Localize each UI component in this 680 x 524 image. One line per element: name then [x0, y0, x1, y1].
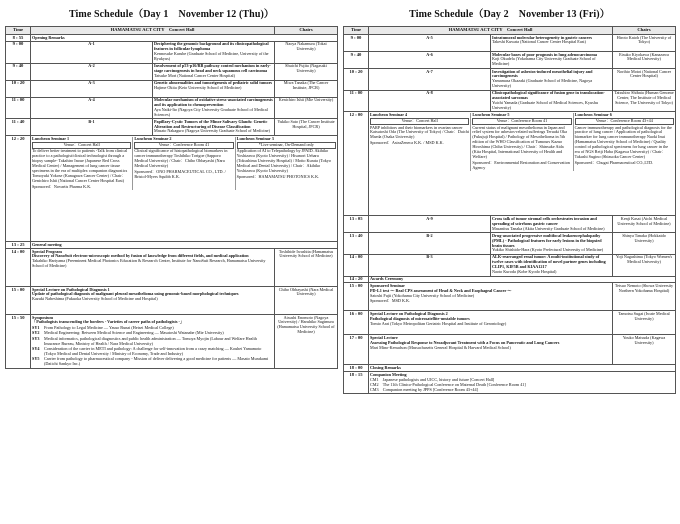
row-content [491, 35, 613, 52]
lunch-time: 12 : 20 [6, 136, 31, 242]
row-content [153, 41, 275, 63]
schedule-row [6, 41, 338, 63]
row-content [491, 69, 613, 91]
day1-table [5, 26, 338, 369]
row-authors: Yukiko Shishido-Hara (Kyoto Prefectural University of Medicine) [492, 247, 604, 253]
row-chair: Kenichiro Ishii (Mie University) [275, 97, 338, 119]
row-authors: Aya Naiki-Ito (Nagoya City University Graduate School of Medical Sciences) [154, 106, 268, 117]
row-code: B-3 [369, 254, 491, 276]
row-chair: Hiroto Katoh (The University of Tokyo) [613, 35, 676, 52]
seminar-sponsor: Sponsored：Environmental Restoration and Conservation Agency [472, 159, 570, 170]
special-lecture-row: 17 : 00 Special Lecture Assessing Pathological Response to Neoadjuvant Treatment with a Focus on Pancreatic and Lung Cancers Mari Mino-Kenudson (Massachusetts General Hospital & Harvard Medical School) Youko Matsuda (Kagawa University) [344, 335, 676, 365]
row-time: 11 : 40 [6, 119, 31, 136]
lunch-row [6, 136, 338, 242]
row-content [491, 254, 613, 276]
row-chair: Tatsuhiro Shibata (Human Genome Center, The Institute of Medical Science, The University of Tokyo) [613, 90, 676, 112]
seminar-body: PARP inhibitors and their biomarkers in ovarian cancer Katsutoshi Oda (The University of Tokyo) / Chair：Daichi Maeda (Osaka University) [370, 124, 470, 140]
seminar-body: Current status of malignant mesothelioma in Japan and relief system for asbestos-related sufferings Teruaki Oka (Fukujuji Hospital) / Pathology of Mesothelioma in 5th edition of the WHO Classification of Tumours Kazuo Hiroshima (Chiba University) / Chair：Shinsuke Aida (Kita Hospital, International University of Health and Welfare) [472, 124, 567, 159]
day1-column [5, 0, 338, 369]
companion-item: CM3 Companion meeting by JPPS [Conference Room 43+44] [370, 386, 478, 392]
seminar-label: Luncheon Seminar 6 [574, 111, 612, 117]
companion-item: CM1 Japanese pathologists and UICC, history and future [Concert Hall] [370, 376, 495, 382]
luncheon-seminar [235, 137, 336, 190]
closing-row: 18 : 00 Closing Remarks [344, 365, 676, 372]
row-title: Awards Ceremony [369, 276, 676, 283]
row-time: 11 : 00 [344, 90, 369, 112]
schedule-row [6, 119, 338, 136]
schedule-row [344, 35, 676, 52]
row-chair: Norihio Motoi (National Cancer Center Hospital) [613, 69, 676, 91]
seminar-label: Luncheon Seminar 3 [236, 135, 274, 141]
row-chair: Yoji Nagashima (Tokyo Women's Medical University) [613, 254, 676, 276]
row-authors: Hajime Okita (Keio University School of Medicine) [154, 84, 242, 90]
row-chair: Shinya Tanaka (Hokkaido University) [613, 233, 676, 255]
row-title: Cross talk of tumor stromal cells orchestrates invasion and spreading of scirrhous gastric cancer [492, 215, 597, 226]
day2-header-row: Time HAMAMATSU ACT CITY Concert Hall Chairs [344, 27, 676, 35]
schedule-row [344, 52, 676, 69]
symposium-row: 15 : 50 Symposium 「Pathologists transcending the borders - Varieties of career paths of pathologists -」 SY1 From Pathology to Legal Medicine — Yasuo Bunai (Heisei Medical College) SY2 Medical Engineering: Between Medical Science and Engineering — Masatoshi Watanabe (Mie University) SY3 Medical informatics, pathological diagnostics and public health administration — Tomoya Myojin (Labour and Welfare Health Insurance Bureau, Ministry of Health / Nara Medical University) SY4 Consideration of the carrier in METI and pathology: A challenge for self-innovation from a crazy matching — Kouhei Yamamoto (Tokyo Medical and Dental University / Ministry of Economy, Trade and Industry) SY5 Carrier from pathology to pharmaceutical company - Mission of deliver delivering a good medicine for patients — Masato Murakami (Daiichi Sankyo Inc.) Atsushi Enomoto (Nagoya University) / Haruhiko Sugimura (Hamamatsu University School of Medicine) [6, 315, 338, 369]
symposium-code: SY5 [32, 356, 40, 362]
day1-header-row [6, 27, 338, 35]
time-header: Time [6, 27, 31, 35]
row-code: A-7 [369, 69, 491, 91]
row-authors: Takeshi Kuwata (National Cancer Center Hospital East) [492, 39, 586, 45]
special-lecture-1-row: 15 : 00 Special Lecture on Pathological Diagnosis 1 Update of pathological diagnosis of malignant pleural mesothelioma using genomic-based morphological techniques Kazuki Nabeshima (Fukuoka University School of Medicine and Hospital) Chiho Ohbayashi (Nara Medical University) [6, 287, 338, 315]
row-authors: Kennosuke Karube (Graduate School of Medicine, University of the Ryukyus) [154, 51, 269, 62]
row-content [153, 97, 275, 119]
row-chair: Etsuko Kiyokawa (Kanazawa Medical University) [613, 52, 676, 69]
venue-header: HAMAMATSU ACT CITY Concert Hall [31, 27, 275, 35]
symposium-code: SY2 [32, 330, 40, 336]
row-chair: Kenji Kasai (Aichi Medical University School of Medicine) [613, 216, 676, 233]
row-content [491, 90, 613, 112]
seminar-label: Luncheon Seminar 1 [32, 135, 70, 141]
row-content [153, 80, 275, 97]
schedule-row [6, 63, 338, 80]
schedule-row [6, 80, 338, 97]
symposium-code: SY3 [32, 335, 40, 341]
seminar-label: Luncheon Seminar 5 [472, 111, 510, 117]
seminar-venue: Venue：Conference Room 41 [472, 118, 571, 125]
row-authors: Masato Nakaguro (Nagoya University Graduate School of Medicine) [154, 128, 270, 134]
row-title: Opening Remarks [31, 35, 338, 42]
row-time: 10 : 20 [6, 80, 31, 97]
row-chair: Shuichi Fujita (Nagasaki University) [275, 63, 338, 80]
seminar-sponsor: Sponsored：Chugai Pharmaceutical CO.,LTD. [574, 159, 654, 165]
seminar-sponsor: Sponsored：HAMAMATSU PHOTONICS K.K. [236, 174, 320, 179]
symposium-text: Consideration of the carrier in METI and pathology: A challenge for self-innovation from a crazy matching — Kouhei Yamamoto (Tokyo Medical and Dental University / Ministry of Economy, Trade and Industry) [44, 346, 262, 356]
luncheon-seminar [370, 113, 469, 171]
row-code: A-9 [369, 216, 491, 233]
row-time: 9 : 00 [6, 41, 31, 63]
row-title: Clinicopathological significance of fusion gene in translocation-associated sarcomas [492, 90, 605, 101]
row-time: 9 : 40 [344, 52, 369, 69]
row-content [153, 63, 275, 80]
seminar-label: Luncheon Seminar 2 [134, 135, 172, 141]
schedule-row [344, 233, 676, 255]
day2-table [343, 26, 676, 394]
row-time: 11 : 00 [6, 97, 31, 119]
row-chair: Miwa Tanaka (The Cancer Institute, JFCR) [275, 80, 338, 97]
schedule-row [6, 35, 338, 42]
row-title: Intratumoral molecular heterogeneity in gastric cancers [492, 34, 592, 40]
row-content [153, 119, 275, 136]
symposium-text: Medical Engineering: Between Medical Science and Engineering — Masatoshi Watanabe (Mie University) [44, 330, 224, 336]
row-title: Drug-associated progressive multifocal leukoencephalopathy (PML) - Pathological features for early lesions in the biopsied brain tissues [492, 232, 602, 248]
schedule-row [344, 69, 676, 91]
seminar-body: Clinical significance of histopathological biomarkers in cancer immunotherapy Toshihiko Torigoe (Sapporo Medical University) / Chair：Chiho Ohbayashi (Nara Medical University) [134, 148, 228, 169]
row-code: A-3 [31, 80, 153, 97]
seminar-venue: *Live seminar, On-Demand only [237, 142, 336, 149]
schedule-row [6, 97, 338, 119]
luncheon-seminar [573, 113, 674, 171]
row-code: B-1 [31, 119, 153, 136]
row-code: A-5 [369, 35, 491, 52]
row-title: Molecular mechanism of oxidative stress-associated carcinogenesis and its application to chemoprevention [154, 97, 273, 107]
row-time: 8 : 55 [6, 35, 31, 42]
seminar-label: Luncheon Seminar 4 [370, 111, 408, 117]
symposium-item [32, 357, 273, 367]
companion-row: 18 : 15 Companion Meeting CM1 Japanese pathologists and UICC, history and future [Concert Hall] CM2 The 11th Clinico-Pathological Conference on Maternal Death [Conference Room 41] CM3 Companion meeting by JPPS [Conference Room 43+44] [344, 372, 676, 394]
row-code: A-8 [369, 90, 491, 112]
lunch-row: 12 : 00 Luncheon Seminar 4 Venue：Concert Hall PARP inhibitors and their biomarkers in ovarian cancer Katsutoshi Oda (The University of Tokyo) / Chair：Daichi Maeda (Osaka University) Sponsored：AstraZeneca K.K. / MSD K.K. Luncheon Seminar 5 Venue：Conference Room 41 Current status of malignant mesothelioma in Japan and relief system for asbestos-related sufferings Teruaki Oka (Fukujuji Hospital) / Pathology of Mesothelioma in 5th edition of the WHO Classification of Tumours Kazuo Hiroshima (Chiba University) / Chair：Shinsuke Aida (Kita Hospital, International University of Health and Welfare) Sponsored：Environmental Restoration and Conservation Agency Luncheon Seminar 6 Venue：Conference Room 43+44 Cancer immunotherapy and pathological diagnosis for the practice of lung cancer / Application of pathological biomarker for lung cancer immunotherapy Naoki Inui (Hamamatsu University School of Medicine) / Quality control of pathological specimens for lung cancer in the era of NGS Reiji Haba (Kagawa University) / Chair：Takashi Sugino (Shizuoka Cancer Center) Sponsored：Chugai Pharmaceutical CO.,LTD. [344, 112, 676, 216]
seminar-sponsor: Sponsored：Novartis Pharma K.K. [32, 183, 92, 189]
companion-item: CM2 The 11th Clinico-Pathological Conference on Maternal Death [Conference Room 41] [370, 381, 526, 387]
row-code: B-2 [369, 233, 491, 255]
seminar-sponsor: Sponsored：AstraZeneca K.K. / MSD K.K. [370, 140, 444, 146]
row-time: 13 : 05 [344, 216, 369, 233]
row-authors: Tatsuke Mori (National Cancer Center Hospital) [154, 72, 235, 78]
row-code: A-6 [369, 52, 491, 69]
row-code: A-4 [31, 97, 153, 119]
row-time: 14 : 00 [344, 254, 369, 276]
seminar-body: Cancer immunotherapy and pathological diagnosis for the practice of lung cancer / Application of pathological biomarker for lung cancer immunotherapy Naoki Inui (Hamamatsu University School of Medicine) / Quality control of pathological specimens for lung cancer in the era of NGS Reiji Haba (Kagawa University) / Chair：Takashi Sugino (Shizuoka Cancer Center) [574, 124, 672, 159]
row-time: 13 : 40 [344, 233, 369, 255]
row-title: Deciphering the genomic background and its clinicopathological features in follicular lymphoma [154, 41, 269, 52]
luncheon-seminar [32, 137, 131, 190]
row-title: Papillary-Cystic Tumors of the Minor Salivary Glands: Genetic Alteration and Restructuring of Disease Classification [154, 118, 268, 129]
row-time: 9 : 40 [6, 63, 31, 80]
seminar-sponsor: Sponsored：ONO PHARMACEUTICAL CO., LTD. / Bristol-Myers Squibb K.K. [134, 169, 226, 179]
row-authors: Yamamasa Okazaki (Graduate School of Medicine, Nagoya University) [492, 78, 593, 89]
day2-title: Time Schedule（Day 2 November 13 (Fri)） [409, 9, 610, 20]
row-time: 9 : 00 [344, 35, 369, 52]
row-chair: Yukiko Sato (The Cancer Institute Hospital, JFCR) [275, 119, 338, 136]
row-authors: Naoto Kuroda (Kobe Kyodo Hospital) [492, 269, 557, 275]
seminar-venue: Venue：Concert Hall [370, 118, 469, 125]
seminar-venue: Venue：Concert Hall [32, 142, 131, 149]
row-content [491, 216, 613, 233]
schedule-row [344, 254, 676, 276]
row-title: Genetic abnormalities and tumorigenesis of pediatric solid tumors [154, 80, 273, 86]
general-meeting-row: 13 : 25 General meeting [6, 242, 338, 249]
symposium-code: SY4 [32, 346, 40, 351]
row-time: 14 : 20 [344, 276, 369, 283]
row-title: Molecular bases of poor prognosis in lung adenocarcinoma [492, 51, 597, 57]
symposium-code: SY1 [32, 324, 40, 330]
row-code: A-1 [31, 41, 153, 63]
seminar-venue: Venue：Conference Room 41 [134, 142, 233, 149]
symposium-text: Carrier from pathology to pharmaceutical company - Mission of deliver delivering a good medicine for patients — Masato Murakami (Daiichi Sankyo Inc.) [44, 356, 269, 367]
day2-column [343, 0, 676, 394]
sponsored-seminar-row: 15 : 00 Sponsored Seminar PD-L1 test ～ Real CPS assessment of Head & Neck and Esophageal Cancer ～ Satoshi Fujii (Yokohama City University School of Medicine) Sponsored：MSD K.K. Tetsuo Nemoto (Showa University Northern Yokohama Hospital) [344, 283, 676, 311]
row-code: A-2 [31, 63, 153, 80]
row-content [491, 233, 613, 255]
row-time: 10 : 20 [344, 69, 369, 91]
row-authors: Masanitsu Tanaka (Akita University Graduate School of Medicine) [492, 225, 605, 231]
special-lecture-2-row: 16 : 00 Special Lecture on Pathological Diagnosis 2 Pathological diagnosis of microsatellite-unstable tumors Tomio Arai (Tokyo Metropolitan Geriatric Hospital and Institute of Gerontology) Tamotsu Sugai (Iwate Medical University) [344, 311, 676, 335]
row-title: Involvement of p53-p16/RB pathway control mechanism in early-stage carcinogenesis in head and neck squamous cell carcinoma [154, 63, 271, 73]
symposium-text: Medical informatics, pathological diagnostics and public health administration — Tomoya Myojin (Labour and Welfare Health Insurance Bureau, Ministry of Health / Nara Medical University) [44, 335, 257, 346]
row-authors: Koji Okudela (Yokohama City University Graduate School of Medicine) [492, 56, 596, 67]
special-program-row: 14 : 00 Special Program Discovery of NanoSuit electron-microscopic method by fusion of knowledge from different fields, and medical application Takahiko Hariyama (Preeminent Medical Photonics Education & Research Center, Institute for NanoSuit Research, Hamamatsu University School of Medicine) Toshihide Iwashita (Hamamatsu University School of Medicine) [6, 249, 338, 287]
schedule-row [344, 90, 676, 112]
schedule-row [344, 276, 676, 283]
seminar-venue: Venue：Conference Room 43+44 [575, 118, 674, 125]
chairs-header: Chairs [275, 27, 338, 35]
row-chair: Naoya Nakamura (Tokai University) [275, 41, 338, 63]
row-title: ALK-rearranged renal tumor: A multi-institutional study of twelve cases with identification of novel partner genes including CLIP1, KIF5B and KIAA1217 [492, 254, 606, 270]
row-content [491, 52, 613, 69]
luncheon-seminar [132, 137, 233, 190]
symposium-text: From Pathology to Legal Medicine — Yasuo Bunai (Heisei Medical College) [44, 324, 174, 330]
row-authors: Yuichi Yamada (Graduate School of Medical Sciences, Kyushu University) [492, 99, 598, 110]
schedule-row [344, 216, 676, 233]
seminar-body: To deliver better treatment to patients -Talk from clinical practice to a pathologist/clinical technologist through a biopsy sample- Takahiro Inoue (Japanese Red Cross Medical Center) / Management of lung cancer tissue specimens in the era of multiplex companion diagnostics Tomoyuki Yokose (Kanagawa Cancer Center) / Chair：Genichiro Ishii (National Cancer Center Hospital East) [32, 148, 128, 183]
day1-title: Time Schedule（Day 1 November 12 (Thu)） [68, 9, 275, 20]
luncheon-seminar [470, 113, 571, 171]
row-title: Investigation of asbestos-induced mesothelial injury and carcinogenesis [492, 68, 593, 79]
seminar-body: Application of AI to Telepathology by JPAID. Akihiko Yoshizawa (Kyoto University) / Hisanori Uehara (Tokushima University Hospital) / Motto Kurata (Tokyo Medical and Dental University) / Chair：Akihiko Yoshizawa (Kyoto University) [236, 148, 331, 174]
lunch-seminars [31, 136, 338, 242]
